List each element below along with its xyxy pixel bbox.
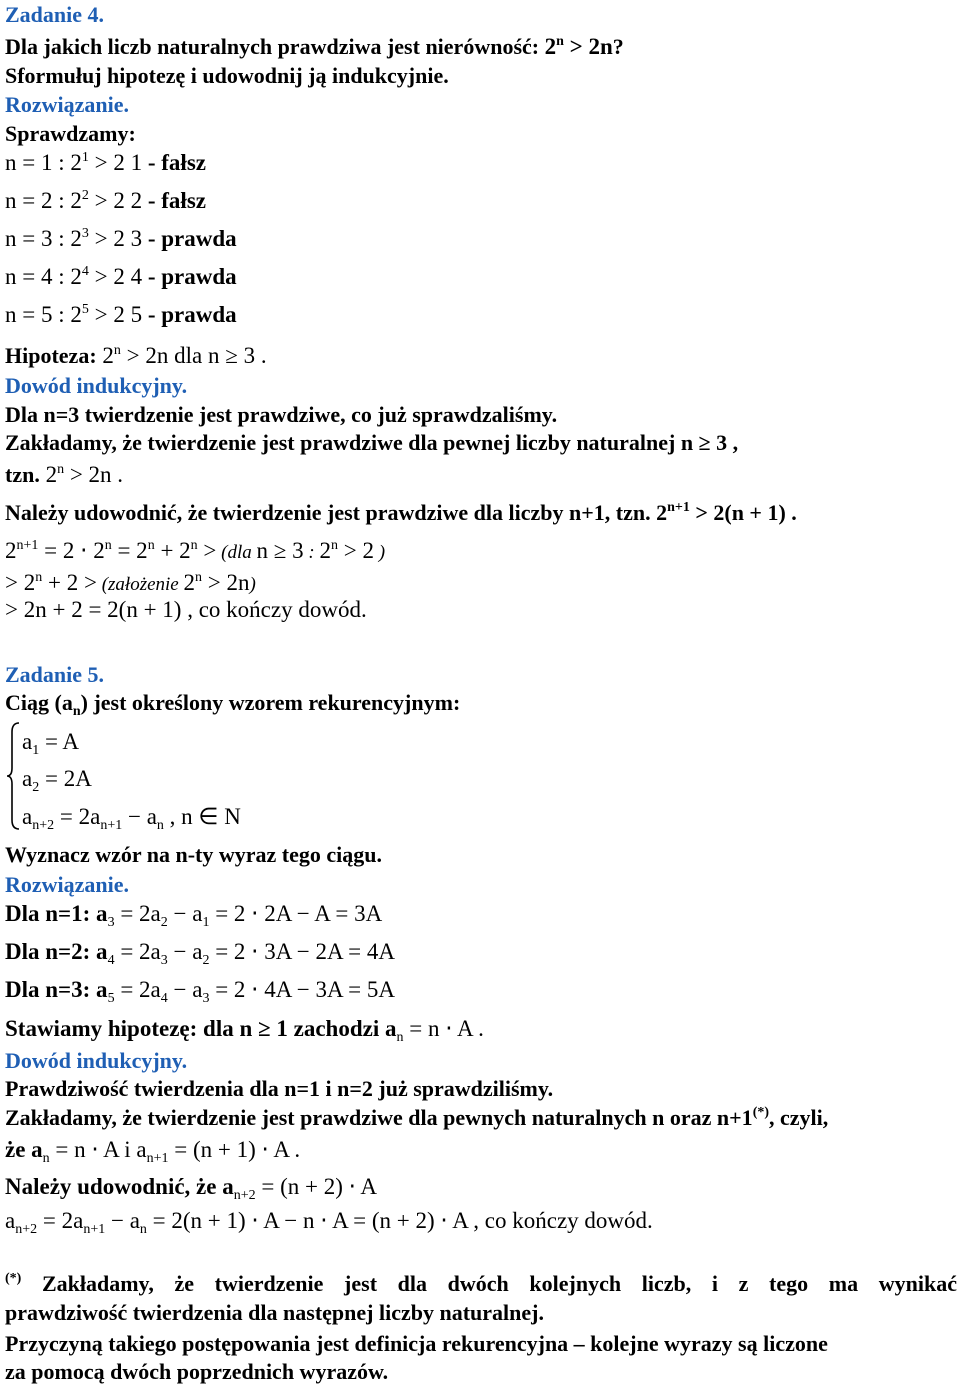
z5-note-line4: za pomocą dwóch poprzednich wyrazów.	[5, 1359, 389, 1384]
z5-calc-row: Dla n=2: $a_4 = 2a_3 - a_2 = 2 \cdot 3A - 2A = 4A$	[5, 939, 395, 968]
z5-task: Wyznacz wzór na n-ty wyraz tego ciągu.	[5, 842, 382, 867]
z4-check-row: n = 2 : $2^2 > 2$ 2 - fałsz	[5, 188, 206, 213]
z5-calc-row: Dla n=1: $a_3 = 2a_2 - a_1 = 2 \cdot 2A - A = 3A$	[5, 901, 383, 930]
system-brace	[6, 722, 20, 830]
z5-note-line3: Przyczyną takiego postępowania jest definicja rekurencyjna – kolejne wyrazy są liczone	[5, 1331, 828, 1356]
z4-title: Zadanie 4.	[5, 2, 105, 27]
z4-proof-label: Dowód indukcyjny.	[5, 373, 188, 398]
z5-proof-label: Dowód indukcyjny.	[5, 1048, 188, 1073]
z4-check-row: n = 3 : $2^3 > 2$ 3 - prawda	[5, 226, 237, 251]
z4-equation-line3: > 2n + 2 = 2(n + 1) , co kończy dowód.	[5, 597, 367, 622]
z5-system-eq3: $a_{n+2} = 2a_{n+1} - a_n$ , n ∈ N	[22, 804, 241, 833]
z4-check-label: Sprawdzamy:	[5, 121, 136, 146]
z4-check-row: n = 1 : $2^1 > 2$ 1 - fałsz	[5, 150, 206, 175]
z5-proof-line3: że $a_n = n \cdot A$ i $a_{n+1} = (n + 1) \cdot A$ .	[5, 1137, 301, 1166]
z5-proof-line1: Prawdziwość twierdzenia dla n=1 i n=2 już sprawdziliśmy.	[5, 1076, 554, 1101]
z5-note-line2: prawdziwość twierdzenia dla następnej liczby naturalnej.	[5, 1300, 544, 1325]
z4-proof-line1: Dla n=3 twierdzenie jest prawdziwe, co już sprawdzaliśmy.	[5, 402, 558, 427]
z4-equation-line2: > $2^n + 2$ > (założenie $2^n > 2n$)	[5, 570, 256, 595]
z5-system-eq1: $a_1 = A$	[22, 729, 80, 758]
z4-proof-line2: Zakładamy, że twierdzenie jest prawdziwe dla pewnej liczby naturalnej n ≥ 3 ,	[5, 430, 739, 455]
z4-hypothesis: Hipoteza: $2^n > 2n$ dla n ≥ 3 .	[5, 343, 267, 368]
z5-proof-line5: $a_{n+2} = 2a_{n+1} - a_n = 2(n + 1) \cdot A - n \cdot A = (n + 2) \cdot A$ , co kończy dowód.	[5, 1208, 653, 1237]
z5-hypothesis: Stawiamy hipotezę: dla n ≥ 1 zachodzi $a_n = n \cdot A$ .	[5, 1016, 484, 1045]
z4-solution-label: Rozwiązanie.	[5, 92, 130, 117]
z4-check-row: n = 4 : $2^4 > 2$ 4 - prawda	[5, 264, 237, 289]
z4-check-row: n = 5 : $2^5 > 2$ 5 - prawda	[5, 302, 237, 327]
z5-solution-label: Rozwiązanie.	[5, 872, 130, 897]
z4-proof-line4: Należy udowodnić, że twierdzenie jest prawdziwe dla liczby n+1, tzn. $2^{n+1} > 2(n + 1)$ .	[5, 500, 797, 525]
z4-equation-line1: $2^{n+1} = 2 \cdot 2^n = 2^n + 2^n > (dla$ n ≥ 3 : $2^n > 2$ )	[5, 538, 386, 563]
z5-title: Zadanie 5.	[5, 662, 105, 687]
z4-question-line1: Dla jakich liczb naturalnych prawdziwa jest nierówność: $2^n > 2n$?	[5, 34, 624, 59]
z5-system-eq2: $a_2 = 2A$	[22, 766, 92, 795]
z5-intro: Ciąg $(a_n)$ jest określony wzorem rekurencyjnym:	[5, 690, 461, 719]
z5-calc-row: Dla n=3: $a_5 = 2a_4 - a_3 = 2 \cdot 4A - 3A = 5A$	[5, 977, 395, 1006]
z4-proof-line3: tzn. $2^n > 2n$ .	[5, 462, 124, 487]
z5-proof-line2: Zakładamy, że twierdzenie jest prawdziwe dla pewnych naturalnych n oraz n+1(*), czyli,	[5, 1105, 829, 1130]
z5-note-line1: (*) Zakładamy, że twierdzenie jest dla dwóch kolejnych liczb, i z tego ma wynikać	[5, 1271, 957, 1296]
z4-question-line2: Sformułuj hipotezę i udowodnij ją indukcyjnie.	[5, 63, 449, 88]
z5-proof-line4: Należy udowodnić, że $a_{n+2} = (n + 2) \cdot A$	[5, 1174, 378, 1203]
